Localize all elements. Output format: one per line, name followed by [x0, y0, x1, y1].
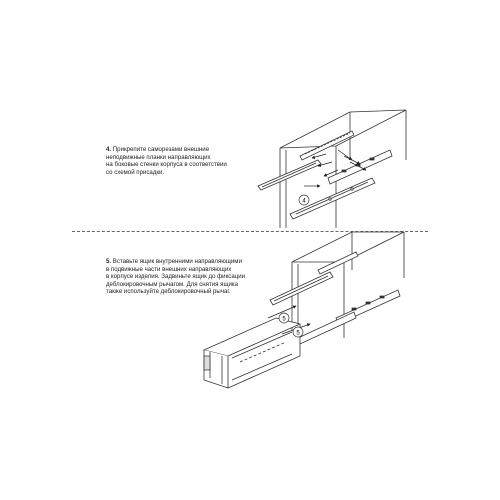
callout-5a-label: 5: [282, 316, 286, 323]
callout-5a: [279, 313, 289, 323]
step-5-line-1: Вставьте ящик внутренними направляющими: [112, 258, 242, 265]
drawer-rail-lower: [298, 312, 356, 344]
step-5-line-4: деблокировочным рычагом. Для снятия ящика: [106, 280, 239, 288]
step-4-line-1: Прикрепите саморезами внешние: [112, 146, 210, 153]
callout-5b-label: 5: [296, 330, 300, 337]
step-4-line-4: со схемой присадки.: [106, 168, 165, 176]
step-5-line-2: в подвижные части внешних направляющих: [106, 265, 232, 273]
step-5-line-5: также используйте деблокировочный рычаг.: [106, 288, 231, 296]
drawer-box: [204, 318, 300, 388]
callout-4-label: 4: [302, 198, 306, 205]
step-4-line-2: неподвижные планки направляющих: [106, 153, 211, 161]
step-5-line-3: в корпусе изделия. Задвиньте ящик до фиксации: [106, 273, 246, 281]
step-4-line-3: на боковые стенки корпуса в соответствии: [106, 161, 227, 169]
callout-4: [299, 195, 309, 205]
drawer-rail-extended: [270, 272, 333, 305]
callout-5b: [293, 327, 303, 337]
step-4-number: 4.: [106, 146, 112, 153]
outer-rail-left: [258, 160, 321, 190]
step-5-number: 5.: [106, 258, 112, 265]
